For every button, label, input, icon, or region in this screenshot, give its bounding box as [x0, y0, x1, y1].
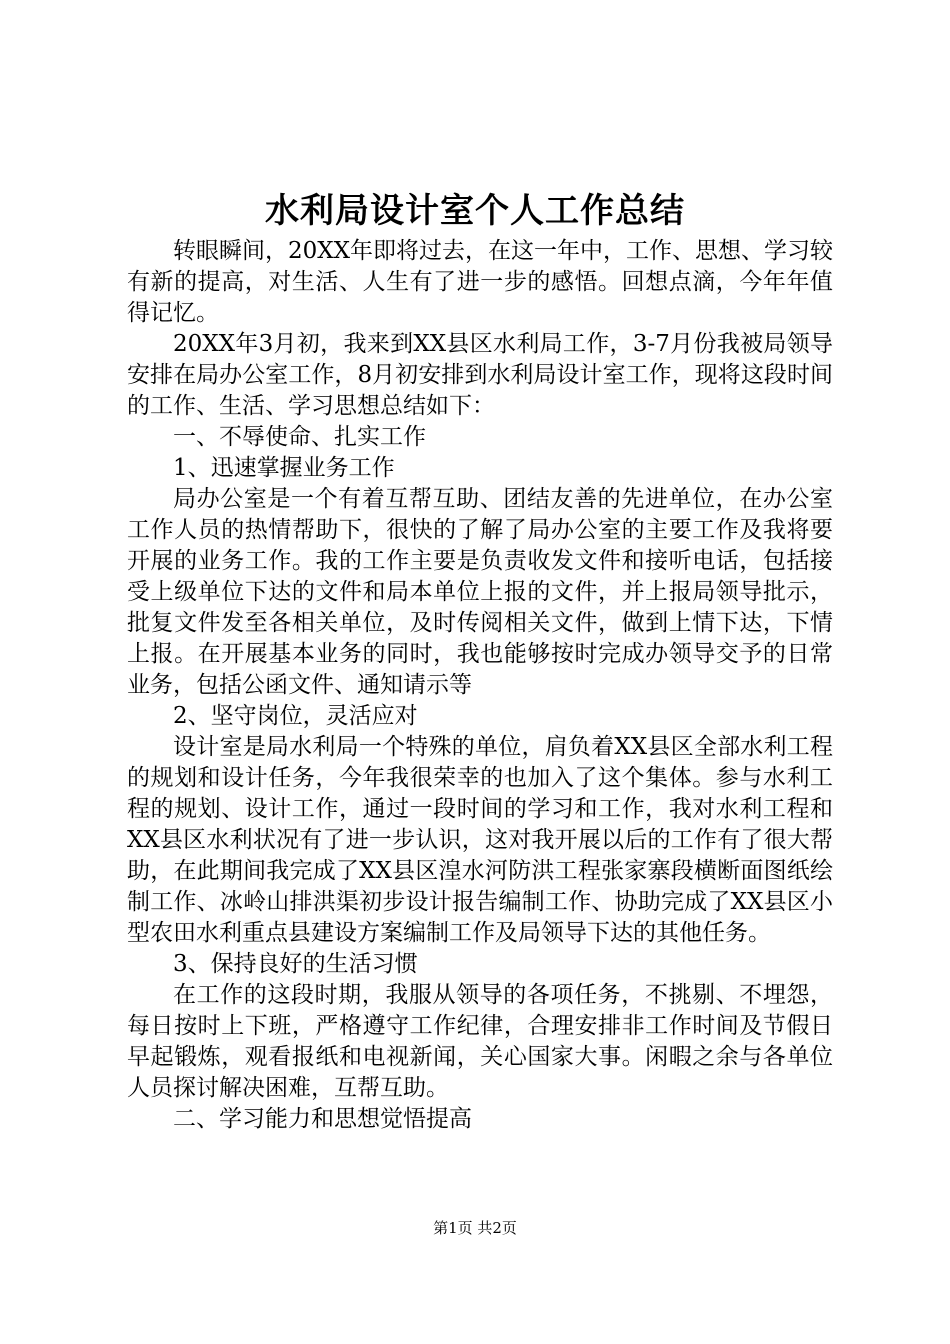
document-body: [127, 236, 833, 1135]
paragraph: 转眼瞬间，20XX年即将过去，在这一年中，工作、思想、学习较有新的提高，对生活、人生有了进一步的感悟。回想点滴，今年年值得记忆。: [127, 238, 834, 326]
section-heading: 二、学习能力和思想觉悟提高: [173, 1106, 472, 1132]
paragraph: 局办公室是一个有着互帮互助、团结友善的先进单位，在办公室工作人员的热情帮助下，很快的了解了局办公室的主要工作及我将要开展的业务工作。我的工作主要是负责收发文件和接听电话，包括接受上级单位下达的文件和局本单位上报的文件，并上报局领导批示，批复文件发至各相关单位，及时传阅相关文件，做到上情下达，下情上报。在开展基本业务的同时，我也能够按时完成办领导交予的日常业务，包括公函文件、通知请示等: [127, 486, 833, 698]
paragraph: 在工作的这段时期，我服从领导的各项任务，不挑剔、不埋怨，每日按时上下班，严格遵守工作纪律，合理安排非工作时间及节假日早起锻炼，观看报纸和电视新闻，关心国家大事。闲暇之余与各单位人员探讨解决困难，互帮互助。: [127, 982, 833, 1101]
section-heading: 一、不辱使命、扎实工作: [173, 424, 426, 450]
subsection-heading: 2、坚守岗位，灵活应对: [173, 703, 418, 729]
subsection-heading: 1、迅速掌握业务工作: [173, 455, 395, 481]
page-number-footer: 第1页 共2页: [433, 1219, 517, 1237]
subsection-heading: 3、保持良好的生活习惯: [173, 951, 418, 977]
paragraph: 设计室是局水利局一个特殊的单位，肩负着XX县区全部水利工程的规划和设计任务，今年我很荣幸的也加入了这个集体。参与水利工程的规划、设计工作，通过一段时间的学习和工作，我对水利工程和XX县区水利状况有了进一步认识，这对我开展以后的工作有了很大帮助，在此期间我完成了XX县区湟水河防洪工程张家寨段横断面图纸绘制工作、冰岭山排洪渠初步设计报告编制工作、协助完成了XX县区小型农田水利重点县建设方案编制工作及局领导下达的其他任务。: [127, 734, 833, 946]
paragraph: 20XX年3月初，我来到XX县区水利局工作，3-7月份我被局领导安排在局办公室工作，8月初安排到水利局设计室工作，现将这段时间的工作、生活、学习思想总结如下：: [127, 331, 833, 419]
document-title: 水利局设计室个人工作总结: [265, 191, 685, 231]
